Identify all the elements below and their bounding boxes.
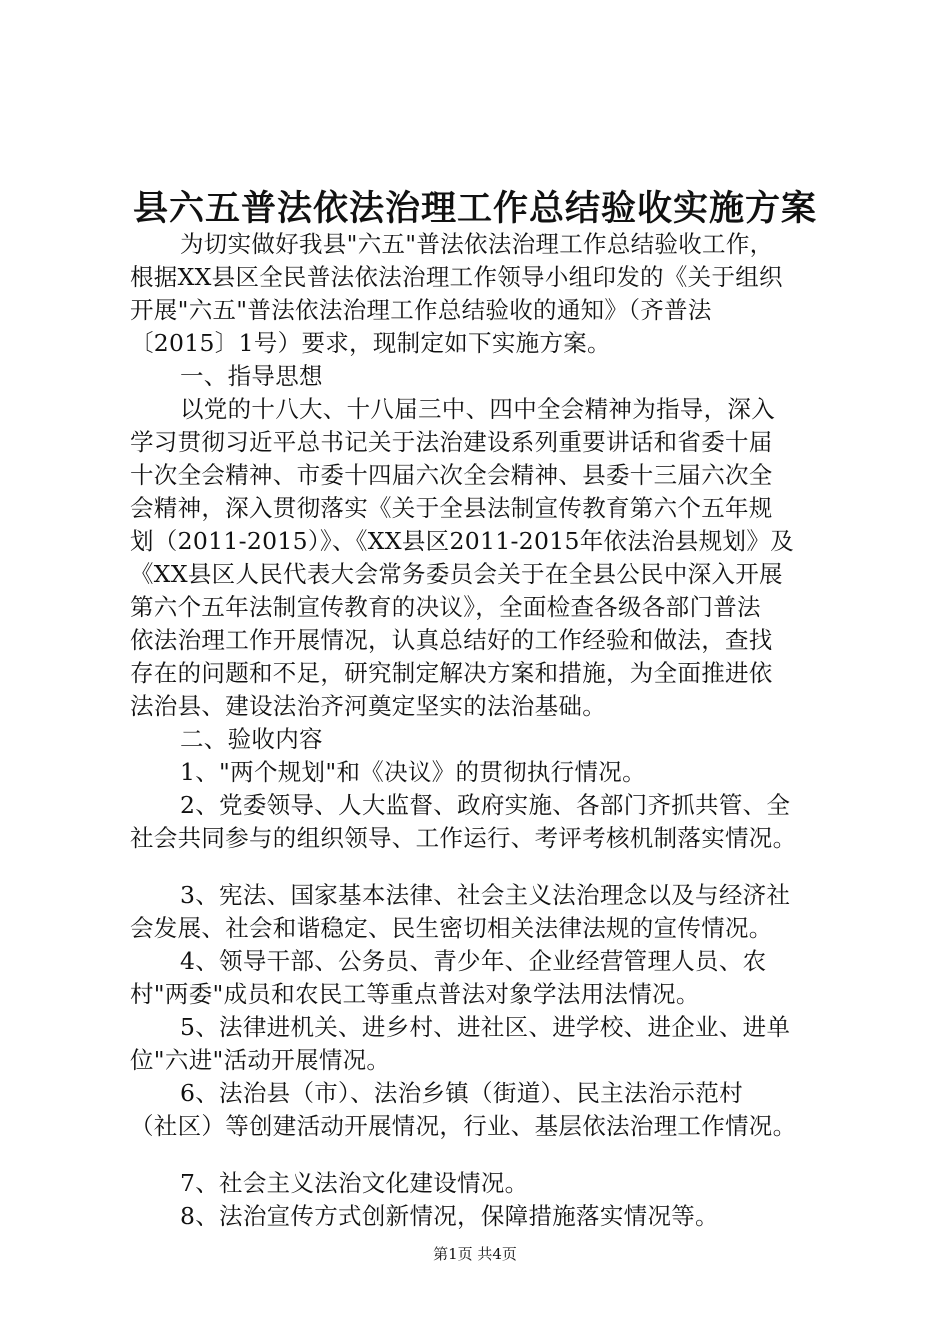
document-title: 县六五普法依法治理工作总结验收实施方案 <box>132 188 817 229</box>
body-line: 十次全会精神、市委十四届六次全会精神、县委十三届六次全 <box>130 461 773 489</box>
list-item: 2、党委领导、人大监督、政府实施、各部门齐抓共管、全 <box>180 791 791 819</box>
list-item: 1、"两个规划"和《决议》的贯彻执行情况。 <box>180 758 646 786</box>
list-item: 社会共同参与的组织领导、工作运行、考评考核机制落实情况。 <box>130 824 797 852</box>
list-item: 5、法律进机关、进乡村、进社区、进学校、进企业、进单 <box>180 1013 791 1041</box>
page-footer: 第1页 共4页 <box>433 1245 517 1263</box>
body-line: 会精神，深入贯彻落实《关于全县法制宣传教育第六个五年规 <box>130 494 773 522</box>
section-heading: 一、指导思想 <box>180 362 323 390</box>
list-item: 8、法治宣传方式创新情况，保障措施落实情况等。 <box>180 1202 719 1230</box>
body-line: 划（2011-2015）》、《XX县区2011-2015年依法治县规划》及 <box>130 527 794 555</box>
list-item: 6、法治县（市）、法治乡镇（街道）、民主法治示范村 <box>180 1079 743 1107</box>
body-line: 开展"六五"普法依法治理工作总结验收的通知》（齐普法 <box>130 296 712 324</box>
list-item: 3、宪法、国家基本法律、社会主义法治理念以及与经济社 <box>180 881 791 909</box>
list-item: 7、社会主义法治文化建设情况。 <box>180 1169 529 1197</box>
section-heading: 二、验收内容 <box>180 725 323 753</box>
body-line: 依法治理工作开展情况，认真总结好的工作经验和做法，查找 <box>130 626 773 654</box>
body-line: 根据XX县区全民普法依法治理工作领导小组印发的《关于组织 <box>130 263 783 291</box>
body-line: 法治县、建设法治齐河奠定坚实的法治基础。 <box>130 692 606 720</box>
body-line: 《XX县区人民代表大会常务委员会关于在全县公民中深入开展 <box>130 560 783 588</box>
list-item: 位"六进"活动开展情况。 <box>130 1046 391 1074</box>
list-item: 会发展、社会和谐稳定、民生密切相关法律法规的宣传情况。 <box>130 914 773 942</box>
list-item: 村"两委"成员和农民工等重点普法对象学法用法情况。 <box>130 980 700 1008</box>
list-item: （社区）等创建活动开展情况，行业、基层依法治理工作情况。 <box>130 1112 797 1140</box>
body-line: 〔2015〕1号）要求，现制定如下实施方案。 <box>130 329 611 357</box>
body-line: 为切实做好我县"六五"普法依法治理工作总结验收工作， <box>180 230 774 258</box>
body-line: 学习贯彻习近平总书记关于法治建设系列重要讲话和省委十届 <box>130 428 773 456</box>
body-line: 第六个五年法制宣传教育的决议》，全面检查各级各部门普法 <box>130 593 761 621</box>
list-item: 4、领导干部、公务员、青少年、企业经营管理人员、农 <box>180 947 767 975</box>
body-line: 以党的十八大、十八届三中、四中全会精神为指导，深入 <box>180 395 775 423</box>
body-line: 存在的问题和不足，研究制定解决方案和措施，为全面推进依 <box>130 659 773 687</box>
